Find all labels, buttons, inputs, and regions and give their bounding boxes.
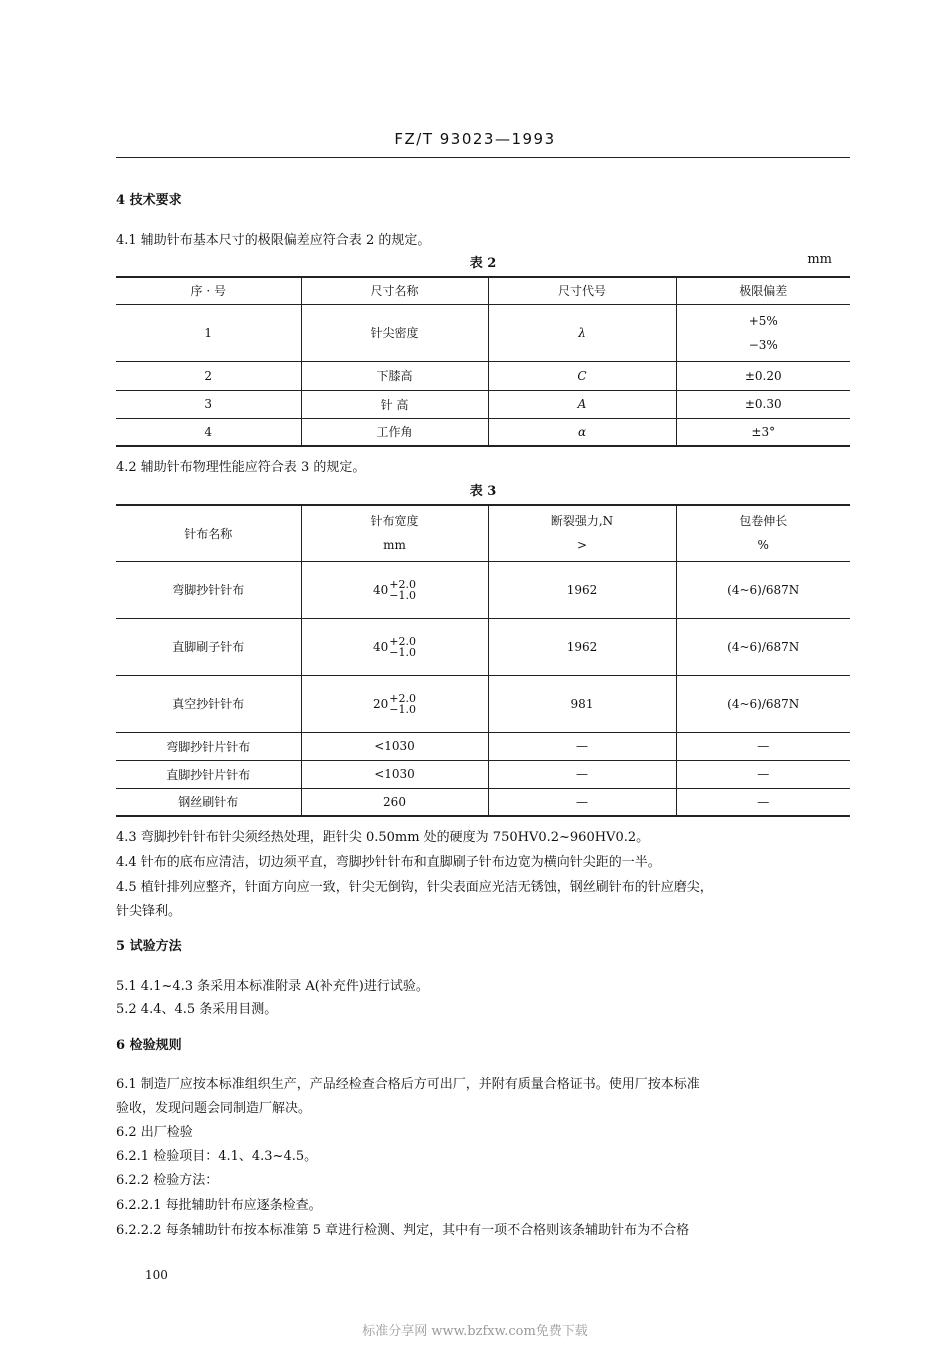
table-2-caption: 表 2 [469, 256, 497, 271]
tol-upper: +5% [748, 313, 778, 328]
section-4-title: 4 技术要求 [116, 193, 182, 208]
table-3-cell-name: 真空抄针针布 [116, 675, 301, 732]
width-base: 20 [373, 696, 389, 711]
table-3-cell-elong: (4~6)/687N [676, 618, 850, 675]
table-3-cell-elong: — [676, 732, 850, 760]
table-3-header-strength [488, 505, 676, 561]
table-3-cell-strength: — [488, 788, 676, 816]
table-3-header-elong [676, 505, 850, 561]
document-code-header: FZ/T 93023—1993 [394, 130, 556, 148]
header-elong-unit: % [757, 538, 769, 553]
clause-6-2-2-1: 6.2.2.1 每批辅助针布应逐条检查。 [116, 1198, 322, 1213]
clause-6-1-line-1: 6.1 制造厂应按本标准组织生产，产品经检查合格后方可出厂，并附有质量合格证书。使用厂按本标准 [116, 1077, 700, 1092]
table-2-cell-code: λ [488, 304, 676, 361]
table-3-cell-name: 直脚刷子针布 [116, 618, 301, 675]
section-5-title: 5 试验方法 [116, 939, 182, 954]
table-3-header-row [116, 505, 850, 561]
table-3-cell-elong: (4~6)/687N [676, 675, 850, 732]
table-row [116, 418, 850, 446]
table-3-cell-width: <1030 [301, 732, 488, 760]
clause-4-3: 4.3 弯脚抄针针布针尖须经热处理，距针尖 0.50mm 处的硬度为 750HV0.2~960HV0.2。 [116, 830, 650, 845]
width-tol-lower: −1.0 [389, 645, 416, 659]
table-3-cell-width [301, 561, 488, 618]
table-2-cell-name: 针尖密度 [301, 304, 488, 361]
table-3-cell-width [301, 618, 488, 675]
table-row [116, 390, 850, 418]
table-3-cell-strength: — [488, 760, 676, 788]
table-2-header-no: 序 · 号 [190, 284, 226, 299]
tol-lower: −3% [748, 337, 778, 352]
table-3-cell-elong: — [676, 760, 850, 788]
table-row [116, 618, 850, 675]
table-2-cell-code: α [488, 418, 676, 446]
table-row [116, 732, 850, 760]
clause-4-5-line-1: 4.5 植针排列应整齐，针面方向应一致，针尖无倒钩，针尖表面应光洁无锈蚀，钢丝刷针布的针应磨尖， [116, 880, 713, 895]
table-3-cell-name: 钢丝刷针布 [116, 788, 301, 816]
table-2 [116, 276, 850, 447]
clause-4-1: 4.1 辅助针布基本尺寸的极限偏差应符合表 2 的规定。 [116, 233, 431, 248]
table-2-header-tol: 极限偏差 [676, 277, 850, 304]
table-3-cell-name: 弯脚抄针片针布 [116, 732, 301, 760]
width-tol-upper: +2.0 [389, 691, 416, 705]
table-2-cell-name: 工作角 [301, 418, 488, 446]
table-3-caption: 表 3 [469, 484, 497, 499]
table-2-cell-name: 下膝高 [301, 361, 488, 390]
clause-4-2: 4.2 辅助针布物理性能应符合表 3 的规定。 [116, 460, 366, 475]
table-2-header-code: 尺寸代号 [488, 277, 676, 304]
clause-6-2-1: 6.2.1 检验项目：4.1、4.3~4.5。 [116, 1149, 318, 1164]
section-6-title: 6 检验规则 [116, 1038, 182, 1053]
table-3-cell-name: 弯脚抄针针布 [116, 561, 301, 618]
table-3-cell-width [301, 675, 488, 732]
table-row [116, 304, 850, 361]
table-3-cell-elong: — [676, 788, 850, 816]
table-3-header-name: 针布名称 [184, 526, 233, 541]
table-2-cell-tol: ±3° [676, 418, 850, 446]
table-row [116, 675, 850, 732]
table-2-cell-tol [676, 304, 850, 361]
table-2-cell-no: 4 [116, 418, 301, 446]
table-3-cell-width: <1030 [301, 760, 488, 788]
table-2-cell-code: C [488, 361, 676, 390]
table-3-cell-elong: (4~6)/687N [676, 561, 850, 618]
width-base: 40 [373, 582, 389, 597]
width-tol-lower: −1.0 [389, 588, 416, 602]
table-3-cell-strength: 981 [488, 675, 676, 732]
table-2-cell-name: 针 高 [301, 390, 488, 418]
clause-6-1-line-2: 验收，发现问题会同制造厂解决。 [116, 1101, 312, 1116]
table-3-cell-strength: 1962 [488, 561, 676, 618]
table-3-cell-strength: 1962 [488, 618, 676, 675]
table-2-cell-code: A [488, 390, 676, 418]
table-3-cell-width: 260 [301, 788, 488, 816]
clause-5-2: 5.2 4.4、4.5 条采用目测。 [116, 1002, 278, 1017]
watermark-footer: 标准分享网 www.bzfxw.com免费下载 [362, 1324, 588, 1339]
table-2-cell-no: 3 [116, 390, 301, 418]
header-strength-label: 断裂强力,N [550, 514, 614, 529]
clause-6-2-2-2: 6.2.2.2 每条辅助针布按本标准第 5 章进行检测、判定，其中有一项不合格则该条辅助针布为不合格 [116, 1223, 690, 1238]
header-elong-label: 包卷伸长 [739, 514, 788, 529]
table-2-cell-tol: ±0.20 [676, 361, 850, 390]
header-width-unit: mm [383, 538, 406, 553]
table-2-cell-tol: ±0.30 [676, 390, 850, 418]
table-row [116, 760, 850, 788]
width-tolerance [389, 693, 416, 715]
header-strength-sub: > [576, 538, 588, 553]
width-base: 40 [373, 639, 389, 654]
table-row [116, 788, 850, 816]
table-2-cell-no: 2 [116, 361, 301, 390]
clause-5-1: 5.1 4.1~4.3 条采用本标准附录 A(补充件)进行试验。 [116, 979, 429, 994]
clause-6-2-2: 6.2.2 检验方法： [116, 1173, 219, 1188]
width-tol-lower: −1.0 [389, 702, 416, 716]
table-row [116, 361, 850, 390]
table-3-cell-name: 直脚抄针片针布 [116, 760, 301, 788]
table-2-header-name: 尺寸名称 [301, 277, 488, 304]
table-2-header-row [116, 277, 850, 304]
header-rule [116, 157, 850, 158]
table-2-unit: mm [807, 252, 832, 267]
page-number: 100 [145, 1268, 168, 1282]
table-3-cell-strength: — [488, 732, 676, 760]
table-3 [116, 504, 850, 817]
table-2-cell-no: 1 [116, 304, 301, 361]
clause-6-2: 6.2 出厂检验 [116, 1125, 193, 1140]
clause-4-4: 4.4 针布的底布应清洁，切边须平直，弯脚抄针针布和直脚刷子针布边宽为横向针尖距的一半。 [116, 855, 661, 870]
width-tolerance [389, 636, 416, 658]
width-tol-upper: +2.0 [389, 634, 416, 648]
width-tolerance [389, 579, 416, 601]
header-width-label: 针布宽度 [370, 514, 419, 529]
table-row [116, 561, 850, 618]
clause-4-5-line-2: 针尖锋利。 [116, 904, 182, 919]
width-tol-upper: +2.0 [389, 577, 416, 591]
table-3-header-width [301, 505, 488, 561]
